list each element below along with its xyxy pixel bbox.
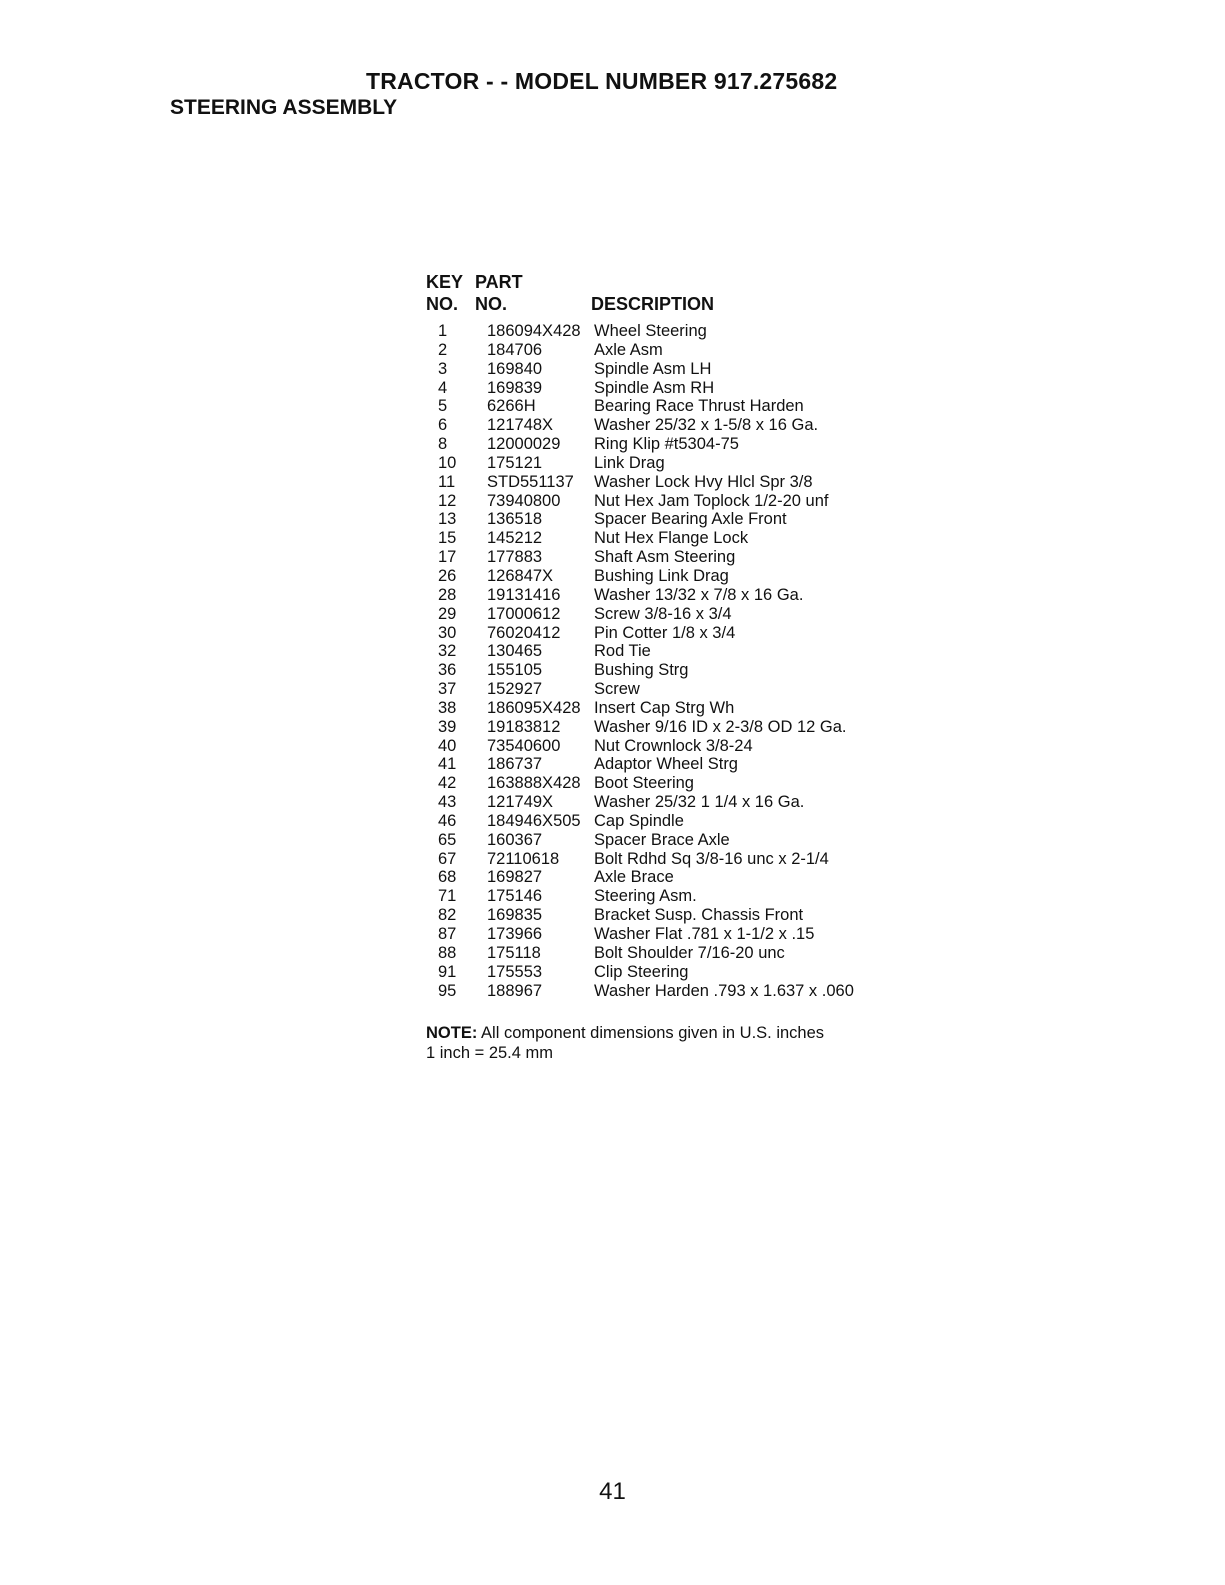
table-row [426,925,926,944]
table-row [426,510,926,529]
key-number: 67 [438,849,457,868]
key-number: 65 [438,830,457,849]
part-number: 19183812 [487,717,561,736]
table-row [426,963,926,982]
part-description: Pin Cotter 1/8 x 3/4 [594,623,736,642]
table-row [426,982,926,1001]
key-number: 4 [438,378,448,397]
key-number: 8 [438,435,448,454]
parts-list-header [426,272,926,322]
key-column-header-line1: KEY [426,272,464,292]
part-number: 169827 [487,868,543,887]
part-number: STD551137 [487,472,574,491]
table-row [426,812,926,831]
key-number: 29 [438,604,457,623]
table-row [426,586,926,605]
key-number: 12 [438,491,457,510]
part-number: 186737 [487,755,543,774]
part-description: Boot Steering [594,774,694,793]
part-description: Bolt Rdhd Sq 3/8-16 unc x 2-1/4 [594,849,829,868]
part-number: 169835 [487,906,543,925]
part-description: Cap Spindle [594,811,684,830]
table-row [426,661,926,680]
key-number: 6 [438,416,448,435]
part-number: 177883 [487,548,543,567]
table-row [426,548,926,567]
table-row [426,906,926,925]
key-number: 26 [438,566,457,585]
part-number: 6266H [487,397,536,416]
part-number: 12000029 [487,435,561,454]
key-number: 37 [438,680,457,699]
key-number: 87 [438,925,457,943]
key-number: 68 [438,868,457,887]
table-row [426,435,926,454]
table-row [426,755,926,774]
table-row [426,699,926,718]
part-description: Steering Asm. [594,887,697,906]
part-description: Axle Brace [594,868,674,887]
part-number: 184946X505 [487,811,581,830]
key-column-header-line2: NO. [426,294,459,314]
table-row [426,567,926,586]
key-number: 1 [438,322,448,340]
page-title: TRACTOR - - MODEL NUMBER 917.275682 [366,68,838,94]
part-number: 169839 [487,378,543,397]
part-number: 175146 [487,887,543,906]
table-row [426,360,926,379]
part-description: Bearing Race Thrust Harden [594,397,804,416]
part-description: Bushing Link Drag [594,566,729,585]
part-number: 19131416 [487,585,561,604]
part-number: 169840 [487,359,543,378]
part-description: Spacer Brace Axle [594,830,730,849]
dimension-note [426,1023,824,1063]
part-number: 175121 [487,453,543,472]
part-description: Nut Crownlock 3/8-24 [594,736,753,755]
key-number: 30 [438,623,457,642]
table-row [426,831,926,850]
page-number: 41 [599,1478,626,1505]
part-number: 184706 [487,340,543,359]
key-number: 15 [438,529,457,548]
key-number: 36 [438,661,457,680]
table-row [426,379,926,398]
key-number: 28 [438,585,457,604]
part-description: Shaft Asm Steering [594,548,736,567]
part-description: Washer 25/32 x 1-5/8 x 16 Ga. [594,416,819,435]
part-description: Clip Steering [594,962,689,981]
table-row [426,605,926,624]
key-number: 71 [438,887,457,906]
table-row [426,642,926,661]
part-number: 186095X428 [487,698,581,717]
key-number: 10 [438,453,457,472]
key-number: 82 [438,906,457,925]
table-row [426,868,926,887]
table-row [426,529,926,548]
part-description: Rod Tie [594,642,651,661]
table-row [426,793,926,812]
part-description: Insert Cap Strg Wh [594,698,735,717]
table-row [426,944,926,963]
part-description: Spacer Bearing Axle Front [594,510,787,529]
part-number: 152927 [487,680,543,699]
table-row [426,850,926,869]
part-number: 186094X428 [487,322,581,340]
part-description: Ring Klip #t5304-75 [594,435,739,454]
part-description: Screw 3/8-16 x 3/4 [594,604,732,623]
part-description: Washer Flat .781 x 1-1/2 x .15 [594,925,815,943]
key-number: 32 [438,642,457,661]
part-description: Washer Harden .793 x 1.637 x .060 [594,981,854,1000]
part-number: 130465 [487,642,543,661]
part-number: 121748X [487,416,554,435]
parts-list [426,272,926,1000]
part-description: Washer 9/16 ID x 2-3/8 OD 12 Ga. [594,717,847,736]
part-number: 76020412 [487,623,561,642]
part-description: Adaptor Wheel Strg [594,755,738,774]
part-description: Bracket Susp. Chassis Front [594,906,804,925]
part-number: 160367 [487,830,543,849]
key-number: 3 [438,359,448,378]
table-row [426,774,926,793]
table-row [426,887,926,906]
part-number: 121749X [487,793,554,812]
part-description: Nut Hex Flange Lock [594,529,749,548]
table-row [426,718,926,737]
part-number: 73540600 [487,736,561,755]
table-row [426,680,926,699]
part-number: 136518 [487,510,543,529]
table-row [426,397,926,416]
part-description: Bushing Strg [594,661,689,680]
note-conversion: 1 inch = 25.4 mm [426,1044,554,1062]
part-description: Spindle Asm LH [594,359,712,378]
table-row [426,492,926,511]
part-description: Bolt Shoulder 7/16-20 unc [594,943,785,962]
key-number: 5 [438,397,448,416]
note-label: NOTE: [426,1024,478,1042]
table-row [426,737,926,756]
part-description: Nut Hex Jam Toplock 1/2-20 unf [594,491,829,510]
table-row [426,341,926,360]
key-number: 38 [438,698,457,717]
key-number: 95 [438,981,457,1000]
key-number: 46 [438,811,457,830]
note-text: All component dimensions given in U.S. inches [477,1024,825,1042]
part-column-header-line1: PART [475,272,523,292]
part-description: Screw [594,680,640,699]
key-number: 17 [438,548,457,567]
table-row [426,473,926,492]
part-number: 155105 [487,661,543,680]
part-number: 175553 [487,962,543,981]
key-number: 42 [438,774,457,793]
table-row [426,416,926,435]
part-description: Wheel Steering [594,322,707,340]
part-number: 173966 [487,925,543,943]
key-number: 2 [438,340,448,359]
key-number: 11 [438,472,456,491]
key-number: 39 [438,717,457,736]
section-title: STEERING ASSEMBLY [170,96,398,119]
table-row [426,624,926,643]
key-number: 91 [438,962,457,981]
part-description: Spindle Asm RH [594,378,715,397]
part-number: 163888X428 [487,774,581,793]
table-row [426,454,926,473]
key-number: 43 [438,793,457,812]
parts-list-rows [426,322,926,1000]
description-column-header: DESCRIPTION [591,294,715,314]
part-description: Axle Asm [594,340,663,359]
part-description: Link Drag [594,453,665,472]
table-row [426,322,926,341]
part-column-header-line2: NO. [475,294,508,314]
part-number: 175118 [487,943,541,962]
key-number: 41 [438,755,457,774]
part-number: 17000612 [487,604,561,623]
key-number: 40 [438,736,457,755]
part-number: 126847X [487,566,554,585]
part-description: Washer Lock Hvy Hlcl Spr 3/8 [594,472,813,491]
part-description: Washer 25/32 1 1/4 x 16 Ga. [594,793,805,812]
part-number: 72110618 [487,849,560,868]
key-number: 88 [438,943,457,962]
part-number: 73940800 [487,491,561,510]
part-description: Washer 13/32 x 7/8 x 16 Ga. [594,585,804,604]
part-number: 145212 [487,529,543,548]
key-number: 13 [438,510,457,529]
part-number: 188967 [487,981,543,1000]
